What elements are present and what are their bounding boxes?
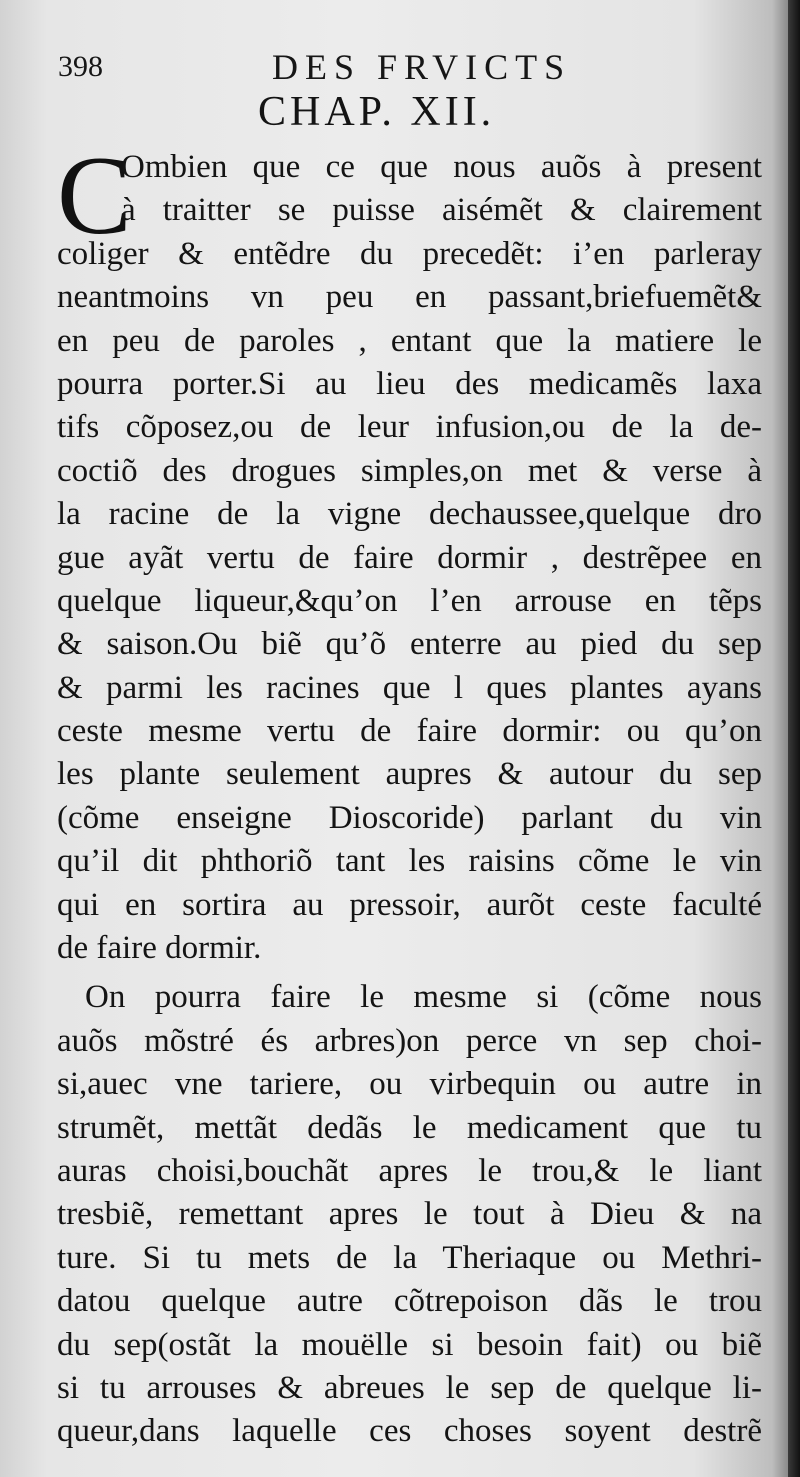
text-line: la racine de la vigne dechaussee,quelque dro <box>57 496 762 533</box>
page-number: 398 <box>58 50 103 83</box>
text-line: neantmoins vn peu en passant,briefuemẽt& <box>57 279 762 316</box>
book-spine-edge <box>788 0 800 1477</box>
text-line: tresbiẽ, remettant apres le tout à Dieu & na <box>57 1196 762 1233</box>
text-line: On pourra faire le mesme si (cõme nous <box>85 979 762 1016</box>
chapter-heading: CHAP. XII. <box>258 89 496 135</box>
text-line: ture. Si tu mets de la Theriaque ou Methri- <box>57 1239 762 1276</box>
paragraph-2 <box>57 976 762 1453</box>
text-line: queur,dans laquelle ces choses soyent destrẽ <box>57 1413 762 1450</box>
text-line: Ombien que ce que nous auõs à present <box>121 149 762 185</box>
running-title: DES FRVICTS <box>272 47 572 87</box>
drop-cap-letter: C <box>57 134 132 258</box>
text-line: gue ayãt vertu de faire dormir , destrẽpee en <box>57 539 762 576</box>
text-line: tifs cõposez,ou de leur infusion,ou de la de- <box>57 409 762 446</box>
text-line: & saison.Ou biẽ qu’õ enterre au pied du sep <box>57 626 762 663</box>
text-line: & parmi les racines que l ques plantes ayans <box>57 669 762 706</box>
text-line: en peu de paroles , entant que la matiere le <box>57 322 762 359</box>
body-text <box>57 146 762 1454</box>
text-line: qu’il dit phthoriõ tant les raisins cõme le vin <box>57 843 762 880</box>
text-line: les plante seulement aupres & autour du sep <box>57 756 762 793</box>
text-line: si tu arrouses & abreues le sep de quelque li- <box>57 1369 762 1406</box>
paragraph-1 <box>57 146 762 970</box>
text-line: (cõme enseigne Dioscoride) parlant du vin <box>57 799 762 836</box>
text-line: pourra porter.Si au lieu des medicamẽs laxa <box>57 365 762 402</box>
text-line: auras choisi,bouchãt apres le trou,& le liant <box>57 1152 762 1189</box>
text-line: du sep(ostãt la mouëlle si besoin fait) ou biẽ <box>57 1326 762 1363</box>
text-line: qui en sortira au pressoir, aurõt ceste faculté <box>57 886 762 923</box>
text-line: de faire dormir. <box>57 930 262 967</box>
text-line: auõs mõstré és arbres)on perce vn sep choi- <box>57 1022 762 1059</box>
text-line: ceste mesme vertu de faire dormir: ou qu’on <box>57 713 762 750</box>
text-line: si,auec vne tariere, ou virbequin ou autre in <box>57 1066 762 1103</box>
text-line: coliger & entẽdre du precedẽt: i’en parleray <box>57 235 762 272</box>
text-line: strumẽt, mettãt dedãs le medicament que tu <box>57 1109 762 1146</box>
text-line: à traitter se puisse aisémẽt & clairement <box>121 192 762 229</box>
text-line: coctiõ des drogues simples,on met & verse à <box>57 452 762 489</box>
text-line: datou quelque autre cõtrepoison dãs le trou <box>57 1283 762 1320</box>
text-line: quelque liqueur,&qu’on l’en arrouse en tẽps <box>57 582 762 619</box>
